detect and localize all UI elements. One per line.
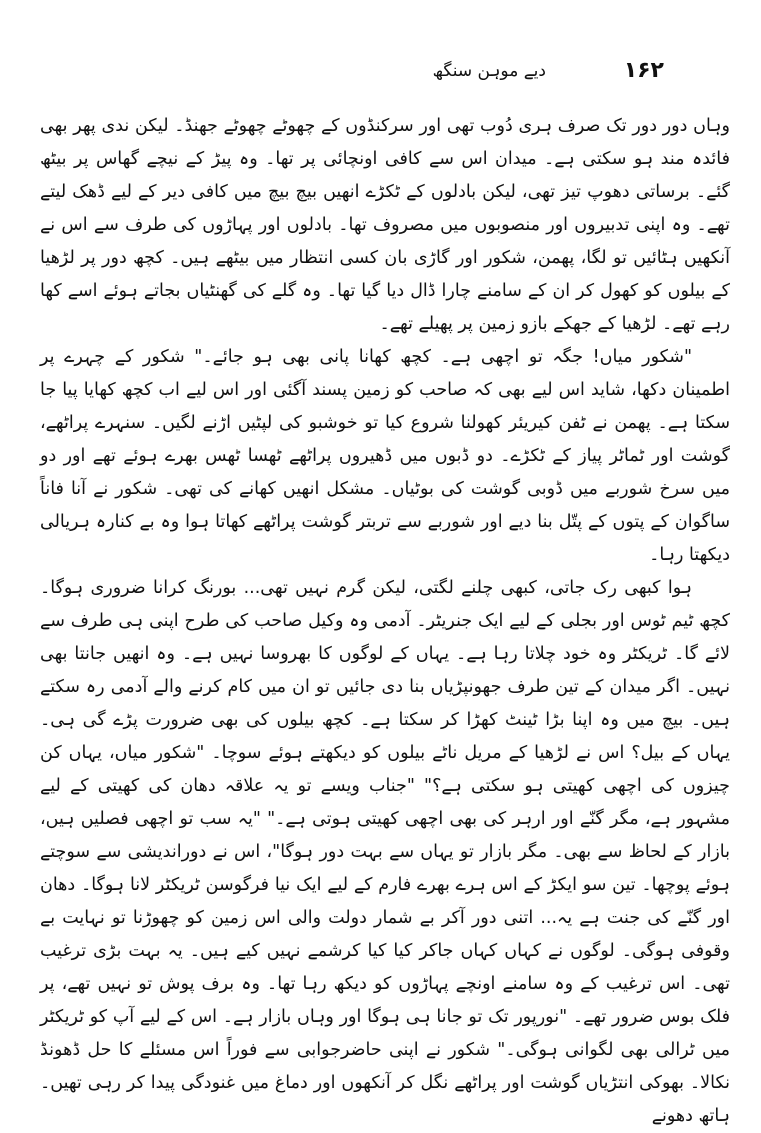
page-number: ۱۶۲ <box>623 58 664 83</box>
running-title: دیے موہن سنگھ <box>432 61 546 81</box>
paragraph-1: وہاں دور دور تک صرف ہری دُوب تھی اور سرکنڈوں کے چھوٹے چھوٹے جھنڈ۔ لیکن ندی پھر بھی فائدہ مند ہو سکتی ہے۔ میدان اس سے کافی اونچائی پر تھا۔ وہ پیڑ کے نیچے گھاس پر بیٹھ گئے۔ برساتی دھوپ تیز تھی، لیکن بادلوں کے ٹکڑے انھیں بیچ بیچ میں کافی دیر کے لیے ڈھک لیتے تھے۔ وہ اپنی تدبیروں اور منصوبوں میں مصروف تھا۔ بادلوں اور پہاڑوں کی طرف سے اس نے آنکھیں ہٹائیں تو لگا، پھمن، شکور اور گاڑی بان کسی انتظار میں بیٹھے ہیں۔ کچھ دور پر لڑھیا کے بیلوں کو کھول کر ان کے سامنے چارا ڈال دیا گیا تھا۔ وہ گلے کی گھنٹیاں بجاتے ہوئے اسے کھا رہے تھے۔ لڑھیا کے جھکے بازو زمین پر پھیلے تھے۔ <box>40 116 730 334</box>
paragraph-2: "شکور میاں! جگہ تو اچھی ہے۔ کچھ کھانا پانی بھی ہو جائے۔" شکور کے چہرے پر اطمینان دکھا، شاید اس لیے بھی کہ صاحب کو زمین پسند آگئی اور اس لیے اب کچھ کھایا پیا جا سکتا ہے۔ پھمن نے ٹفن کیریئر کھولنا شروع کیا تو خوشبو کی لپٹیں اڑنے لگیں۔ سنہرے پراٹھے، گوشت اور ٹماٹر پیاز کے ٹکڑے۔ دو ڈبوں میں ڈھیروں پراٹھے ٹھسا ٹھس بھرے ہوئے تھے اور دو میں سرخ شوربے میں ڈوبی گوشت کی بوٹیاں۔ مشکل انھیں کھانے کی تھی۔ شکور نے آنا فاناً ساگوان کے پتوں کے پتّل بنا دیے اور شوربے سے تربتر گوشت پراٹھے کھاتا ہوا وہ بے کنارہ ہریالی دیکھتا رہا۔ <box>40 347 730 565</box>
page-header <box>90 58 664 88</box>
body-text <box>40 110 730 1126</box>
paragraph-3: ہوا کبھی رک جاتی، کبھی چلنے لگتی، لیکن گرم نہیں تھی... بورنگ کرانا ضروری ہوگا۔ کچھ ٹیم ٹوس اور بجلی کے لیے ایک جنریٹر۔ آدمی وہ وکیل صاحب کی طرح اپنی ہی طرف سے لائے گا۔ ٹریکٹر وہ خود چلاتا رہا ہے۔ یہاں کے لوگوں کا بھروسا نہیں ہے۔ وہ انھیں جانتا بھی نہیں۔ اگر میدان کے تین طرف جھونپڑیاں بنا دی جائیں تو ان میں کام کرنے والے آدمی رہ سکتے ہیں۔ بیچ میں وہ اپنا بڑا ٹینٹ کھڑا کر سکتا ہے۔ کچھ بیلوں کی بھی ضرورت پڑے گی ہی۔ یہاں کے بیل؟ اس نے لڑھیا کے مریل ناٹے بیلوں کو دیکھتے ہوئے سوچا۔ "شکور میاں، یہاں کن چیزوں کی اچھی کھیتی ہو سکتی ہے؟" "جناب ویسے تو یہ علاقہ دھان کی کھیتی کے لیے مشہور ہے، مگر گنّے اور ارہر کی بھی اچھی کھیتی ہوتی ہے۔" "یہ سب تو اچھی فصلیں ہیں، بازار کے لحاظ سے بھی۔ مگر بازار تو یہاں سے بہت دور ہوگا"، اس نے دوراندیشی سے سوچتے ہوئے پوچھا۔ تین سو ایکڑ کے اس ہرے بھرے فارم کے لیے ایک نیا فرگوسن ٹریکٹر لانا ہوگا۔ دھان اور گنّے کی جنت ہے یہ... اتنی دور آکر بے شمار دولت والی اس زمین کو چھوڑنا تو نہایت بے وقوفی ہوگی۔ لوگوں نے کہاں کہاں جاکر کیا کیا کرشمے نہیں کیے ہیں۔ یہ بہت بڑی ترغیب تھی۔ اس ترغیب کے وہ سامنے اونچے پہاڑوں کو دیکھ رہا تھا۔ وہ برف پوش تو نہیں تھے، پر فلک بوس ضرور تھے۔ "نورپور تک تو جانا ہی ہوگا اور وہاں بازار ہے۔ اس کے لیے آپ کو ٹریکٹر میں ٹرالی بھی لگوانی ہوگی۔" شکور نے اپنی حاضرجوابی سے فوراً اس مسئلے کا حل ڈھونڈ نکالا۔ بھوکی انتڑیاں گوشت اور پراٹھے نگل کر آنکھوں اور دماغ میں غنودگی پیدا کر رہی تھیں۔ ہاتھ دھونے <box>40 578 730 1126</box>
